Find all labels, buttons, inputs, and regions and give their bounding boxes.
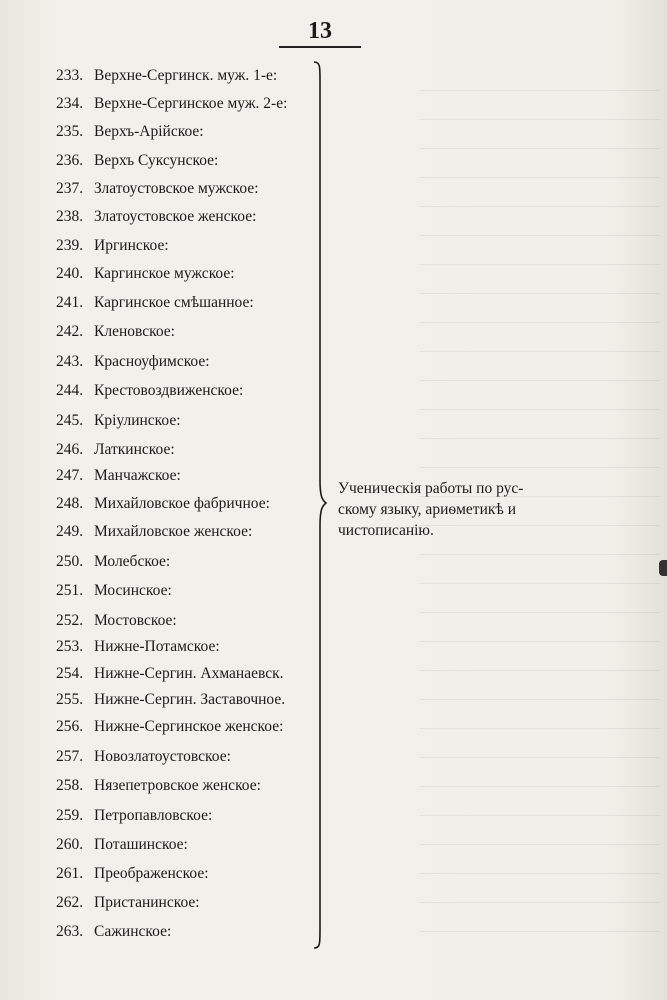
list-item <box>56 352 210 372</box>
entry-name: Златоустовское мужское: <box>94 180 259 197</box>
list-item <box>56 264 235 284</box>
entry-number: 242. <box>56 323 84 340</box>
note-line: скому языку, ариѳметикѣ и <box>338 501 516 518</box>
entry-number: 248. <box>56 495 84 512</box>
entry-number: 237. <box>56 180 84 197</box>
list-item <box>56 611 177 631</box>
entry-name: Михайловское фабричное: <box>94 495 270 512</box>
entry-name: Нижне-Сергин. Ахманаевск. <box>94 665 284 682</box>
list-item <box>56 122 204 142</box>
entry-name: Каргинское смѣшанное: <box>94 294 254 311</box>
list-item <box>56 893 200 913</box>
entry-number: 244. <box>56 382 84 399</box>
entry-name: Кленовское: <box>94 323 175 340</box>
list-item <box>56 637 220 657</box>
entry-number: 245. <box>56 412 84 429</box>
entry-name: Верхне-Сергинское муж. 2-е: <box>94 95 288 112</box>
entry-number: 260. <box>56 836 84 853</box>
entry-name: Пристанинское: <box>94 894 200 911</box>
list-item <box>56 776 261 796</box>
list-item <box>56 66 277 86</box>
list-item <box>56 690 285 710</box>
entry-name: Михайловское женское: <box>94 523 253 540</box>
entry-name: Нижне-Потамское: <box>94 638 220 655</box>
entry-number: 240. <box>56 265 84 282</box>
entry-name: Верхъ-Арійское: <box>94 123 204 140</box>
entry-number: 254. <box>56 665 84 682</box>
entry-number: 243. <box>56 353 84 370</box>
entry-number: 253. <box>56 638 84 655</box>
list-item <box>56 717 283 737</box>
entry-name: Верхъ Суксунское: <box>94 152 219 169</box>
entry-name: Нижне-Сергин. Заставочное. <box>94 691 286 708</box>
entry-number: 247. <box>56 467 84 484</box>
entry-number: 257. <box>56 748 84 765</box>
list-item <box>56 179 259 199</box>
entry-number: 252. <box>56 612 84 629</box>
entry-name: Верхне-Сергинск. муж. 1-е: <box>94 67 278 84</box>
entry-number: 256. <box>56 718 84 735</box>
list-item <box>56 552 170 572</box>
list-item <box>56 664 283 684</box>
entry-number: 236. <box>56 152 84 169</box>
list-item <box>56 864 209 884</box>
entry-name: Красноуфимское: <box>94 353 210 370</box>
note-line: Ученическія работы по рус- <box>338 480 524 497</box>
entry-name: Манчажское: <box>94 467 181 484</box>
entry-number: 258. <box>56 777 84 794</box>
list-item <box>56 922 171 942</box>
list-item <box>56 207 256 227</box>
entry-name: Сажинское: <box>94 923 172 940</box>
entry-number: 233. <box>56 67 84 84</box>
list-item <box>56 151 218 171</box>
list-item <box>56 494 270 514</box>
entry-name: Петропавловское: <box>94 807 213 824</box>
entry-number: 246. <box>56 441 84 458</box>
entry-name: Мосинское: <box>94 582 172 599</box>
list-item <box>56 581 172 601</box>
entry-number: 241. <box>56 294 84 311</box>
entry-name: Златоустовское женское: <box>94 208 257 225</box>
entry-name: Преображенское: <box>94 865 209 882</box>
entry-number: 249. <box>56 523 84 540</box>
entry-number: 251. <box>56 582 84 599</box>
note-line: чистописанію. <box>338 522 434 539</box>
entry-name: Кріулинское: <box>94 412 181 429</box>
entry-number: 259. <box>56 807 84 824</box>
list-item <box>56 381 243 401</box>
entry-name: Крестовоздвиженское: <box>94 382 244 399</box>
entry-name: Новозлатоустовское: <box>94 748 231 765</box>
list-item <box>56 293 254 313</box>
entry-name: Молебское: <box>94 553 171 570</box>
entry-number: 261. <box>56 865 84 882</box>
page-edge-mark <box>659 560 667 576</box>
list-item <box>56 806 212 826</box>
list-item <box>56 522 252 542</box>
list-item <box>56 440 175 460</box>
entry-name: Мостовское: <box>94 612 177 629</box>
entry-number: 255. <box>56 691 84 708</box>
list-item <box>56 94 287 114</box>
page-number-rule <box>279 46 361 48</box>
note-text <box>338 478 588 541</box>
entry-number: 235. <box>56 123 84 140</box>
list-item <box>56 747 231 767</box>
entry-name: Нижне-Сергинское женское: <box>94 718 284 735</box>
list-item <box>56 466 181 486</box>
list-item <box>56 835 188 855</box>
entry-name: Нязепетровское женское: <box>94 777 261 794</box>
entry-name: Иргинское: <box>94 237 169 254</box>
entry-number: 262. <box>56 894 84 911</box>
entry-number: 239. <box>56 237 84 254</box>
entry-number: 250. <box>56 553 84 570</box>
page-number: 13 <box>308 18 332 44</box>
entry-number: 234. <box>56 95 84 112</box>
right-curly-brace <box>312 60 328 950</box>
entry-name: Каргинское мужское: <box>94 265 235 282</box>
entry-name: Латкинское: <box>94 441 175 458</box>
list-item <box>56 236 169 256</box>
list-item <box>56 411 181 431</box>
list-item <box>56 322 175 342</box>
entry-number: 263. <box>56 923 84 940</box>
entry-number: 238. <box>56 208 84 225</box>
entry-name: Поташинское: <box>94 836 188 853</box>
